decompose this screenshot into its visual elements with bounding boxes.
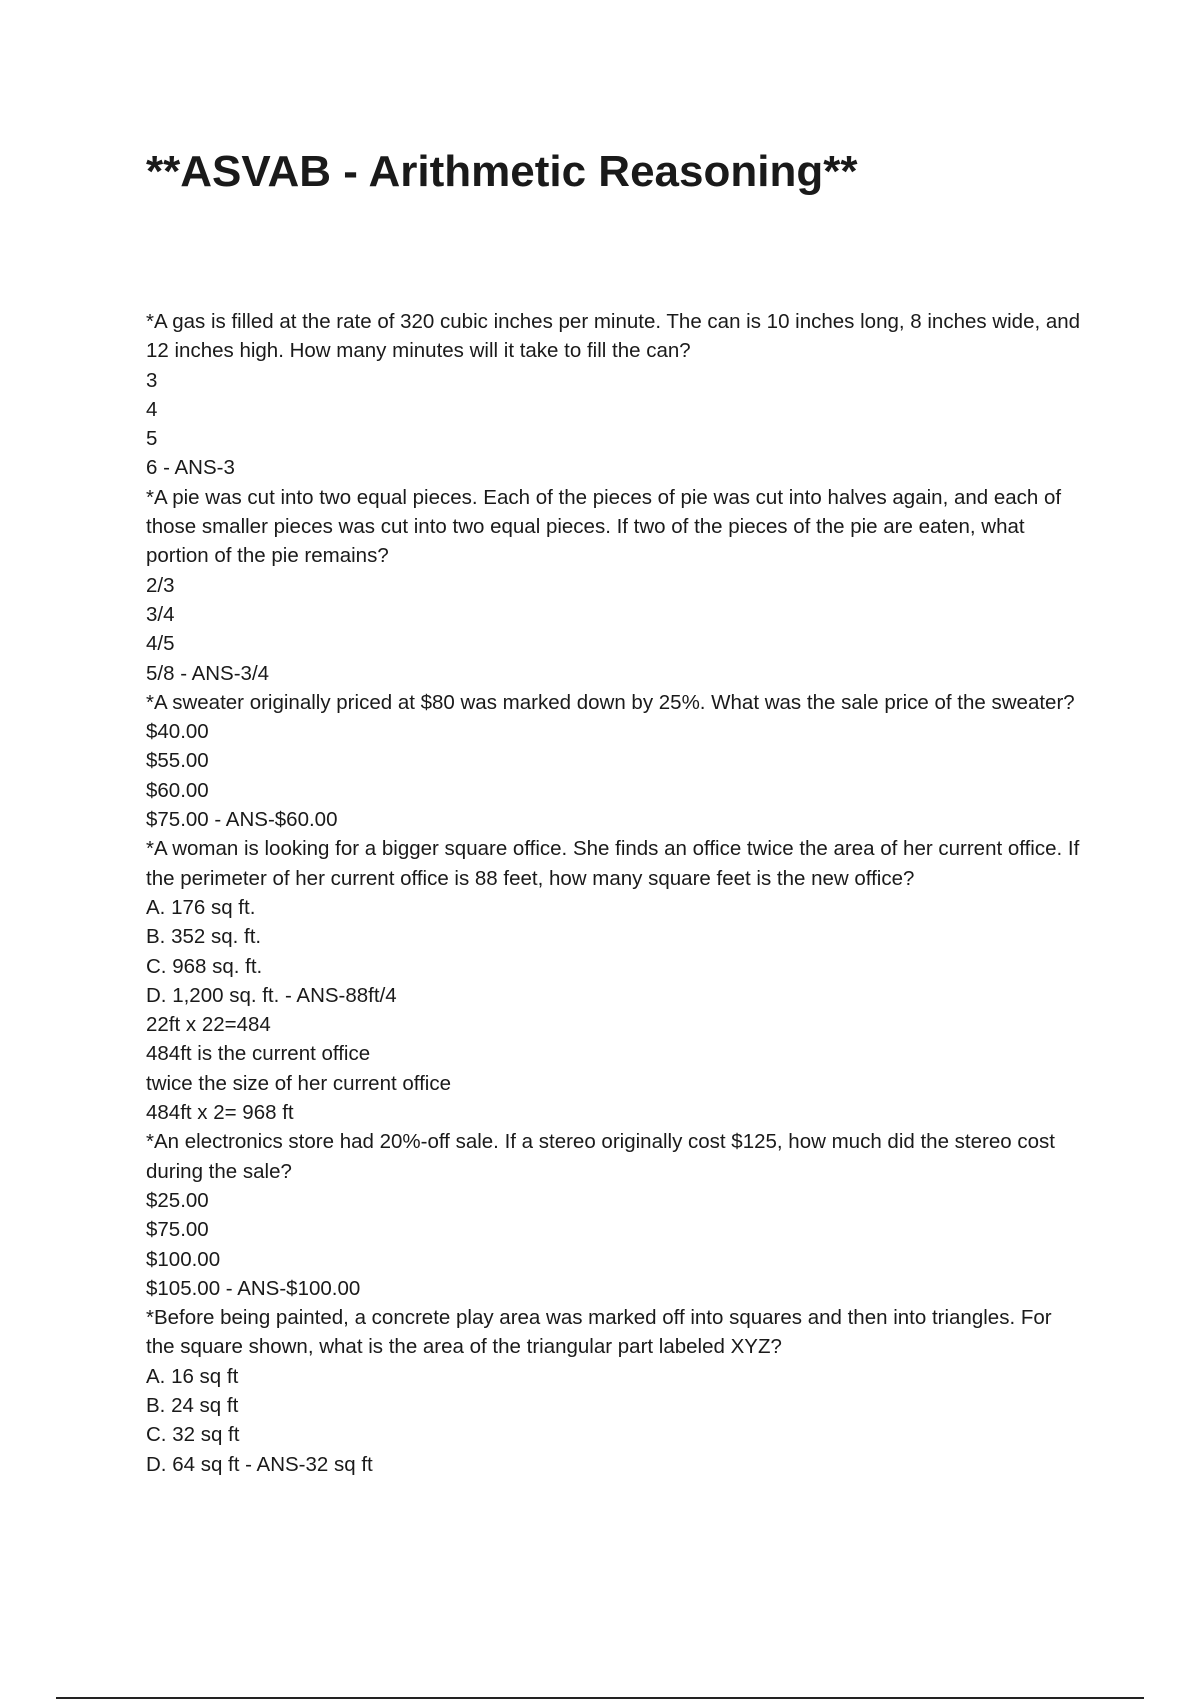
answer-option: $55.00 [146,749,209,773]
question-text: *An electronics store had 20%-off sale. If a stereo originally cost $125, how much did the stereo cost during the sale? [146,1130,1061,1183]
answer-option: $25.00 [146,1188,209,1212]
answer-option: D. 64 sq ft - ANS-32 sq ft [146,1452,373,1476]
question-block [146,307,1086,483]
question-text: *A sweater originally priced at $80 was marked down by 25%. What was the sale price of the sweater? [146,690,1075,714]
question-text: *Before being painted, a concrete play area was marked off into squares and then into triangles. For the square shown, what is the area of the triangular part labeled XYZ? [146,1306,1058,1359]
question-block [146,834,1085,1127]
answer-option: 6 - ANS-3 [146,456,235,480]
answer-option: $40.00 [146,720,209,744]
page-title: **ASVAB - Arithmetic Reasoning** [146,147,858,196]
answer-option: B. 352 sq. ft. [146,925,262,949]
footer-divider [56,1697,1144,1699]
answer-option: 2/3 [146,573,175,597]
answer-option: 5/8 - ANS-3/4 [146,661,270,685]
question-block [146,483,1081,688]
answer-option: 3 [146,368,158,392]
answer-option: $75.00 [146,1218,209,1242]
answer-option: C. 968 sq. ft. [146,954,263,978]
answer-option: 4/5 [146,632,175,656]
question-text: *A gas is filled at the rate of 320 cubic inches per minute. The can is 10 inches long, 8 inches wide, and 12 inches high. How many minutes will it take to fill the can? [146,310,1086,363]
answer-explanation: 484ft x 2= 968 ft [146,1101,294,1125]
answer-option: $60.00 [146,778,209,802]
answer-explanation: twice the size of her current office [146,1071,451,1095]
question-block [146,1303,1081,1479]
answer-option: $75.00 - ANS-$60.00 [146,808,338,832]
question-text: *A pie was cut into two equal pieces. Each of the pieces of pie was cut into halves again, and each of those smaller pieces was cut into two equal pieces. If two of the pieces of the pie are eaten, what portion of the pie remains? [146,485,1067,568]
answer-explanation: 484ft is the current office [146,1042,371,1066]
answer-explanation: 22ft x 22=484 [146,1013,271,1037]
answer-option: A. 16 sq ft [146,1364,239,1388]
question-block [146,688,1081,834]
answer-option: 5 [146,427,158,451]
answer-option: $100.00 [146,1247,221,1271]
answer-option: $105.00 - ANS-$100.00 [146,1276,361,1300]
question-text: *A woman is looking for a bigger square office. She finds an office twice the area of her current office. If the perimeter of her current office is 88 feet, how many square feet is the new office? [146,837,1085,890]
question-list [146,307,1086,1479]
answer-option: D. 1,200 sq. ft. - ANS-88ft/4 [146,983,397,1007]
question-block [146,1127,1081,1303]
answer-option: B. 24 sq ft [146,1393,239,1417]
answer-option: 4 [146,397,158,421]
answer-option: C. 32 sq ft [146,1423,240,1447]
answer-option: A. 176 sq ft. [146,895,256,919]
answer-option: 3/4 [146,602,175,626]
